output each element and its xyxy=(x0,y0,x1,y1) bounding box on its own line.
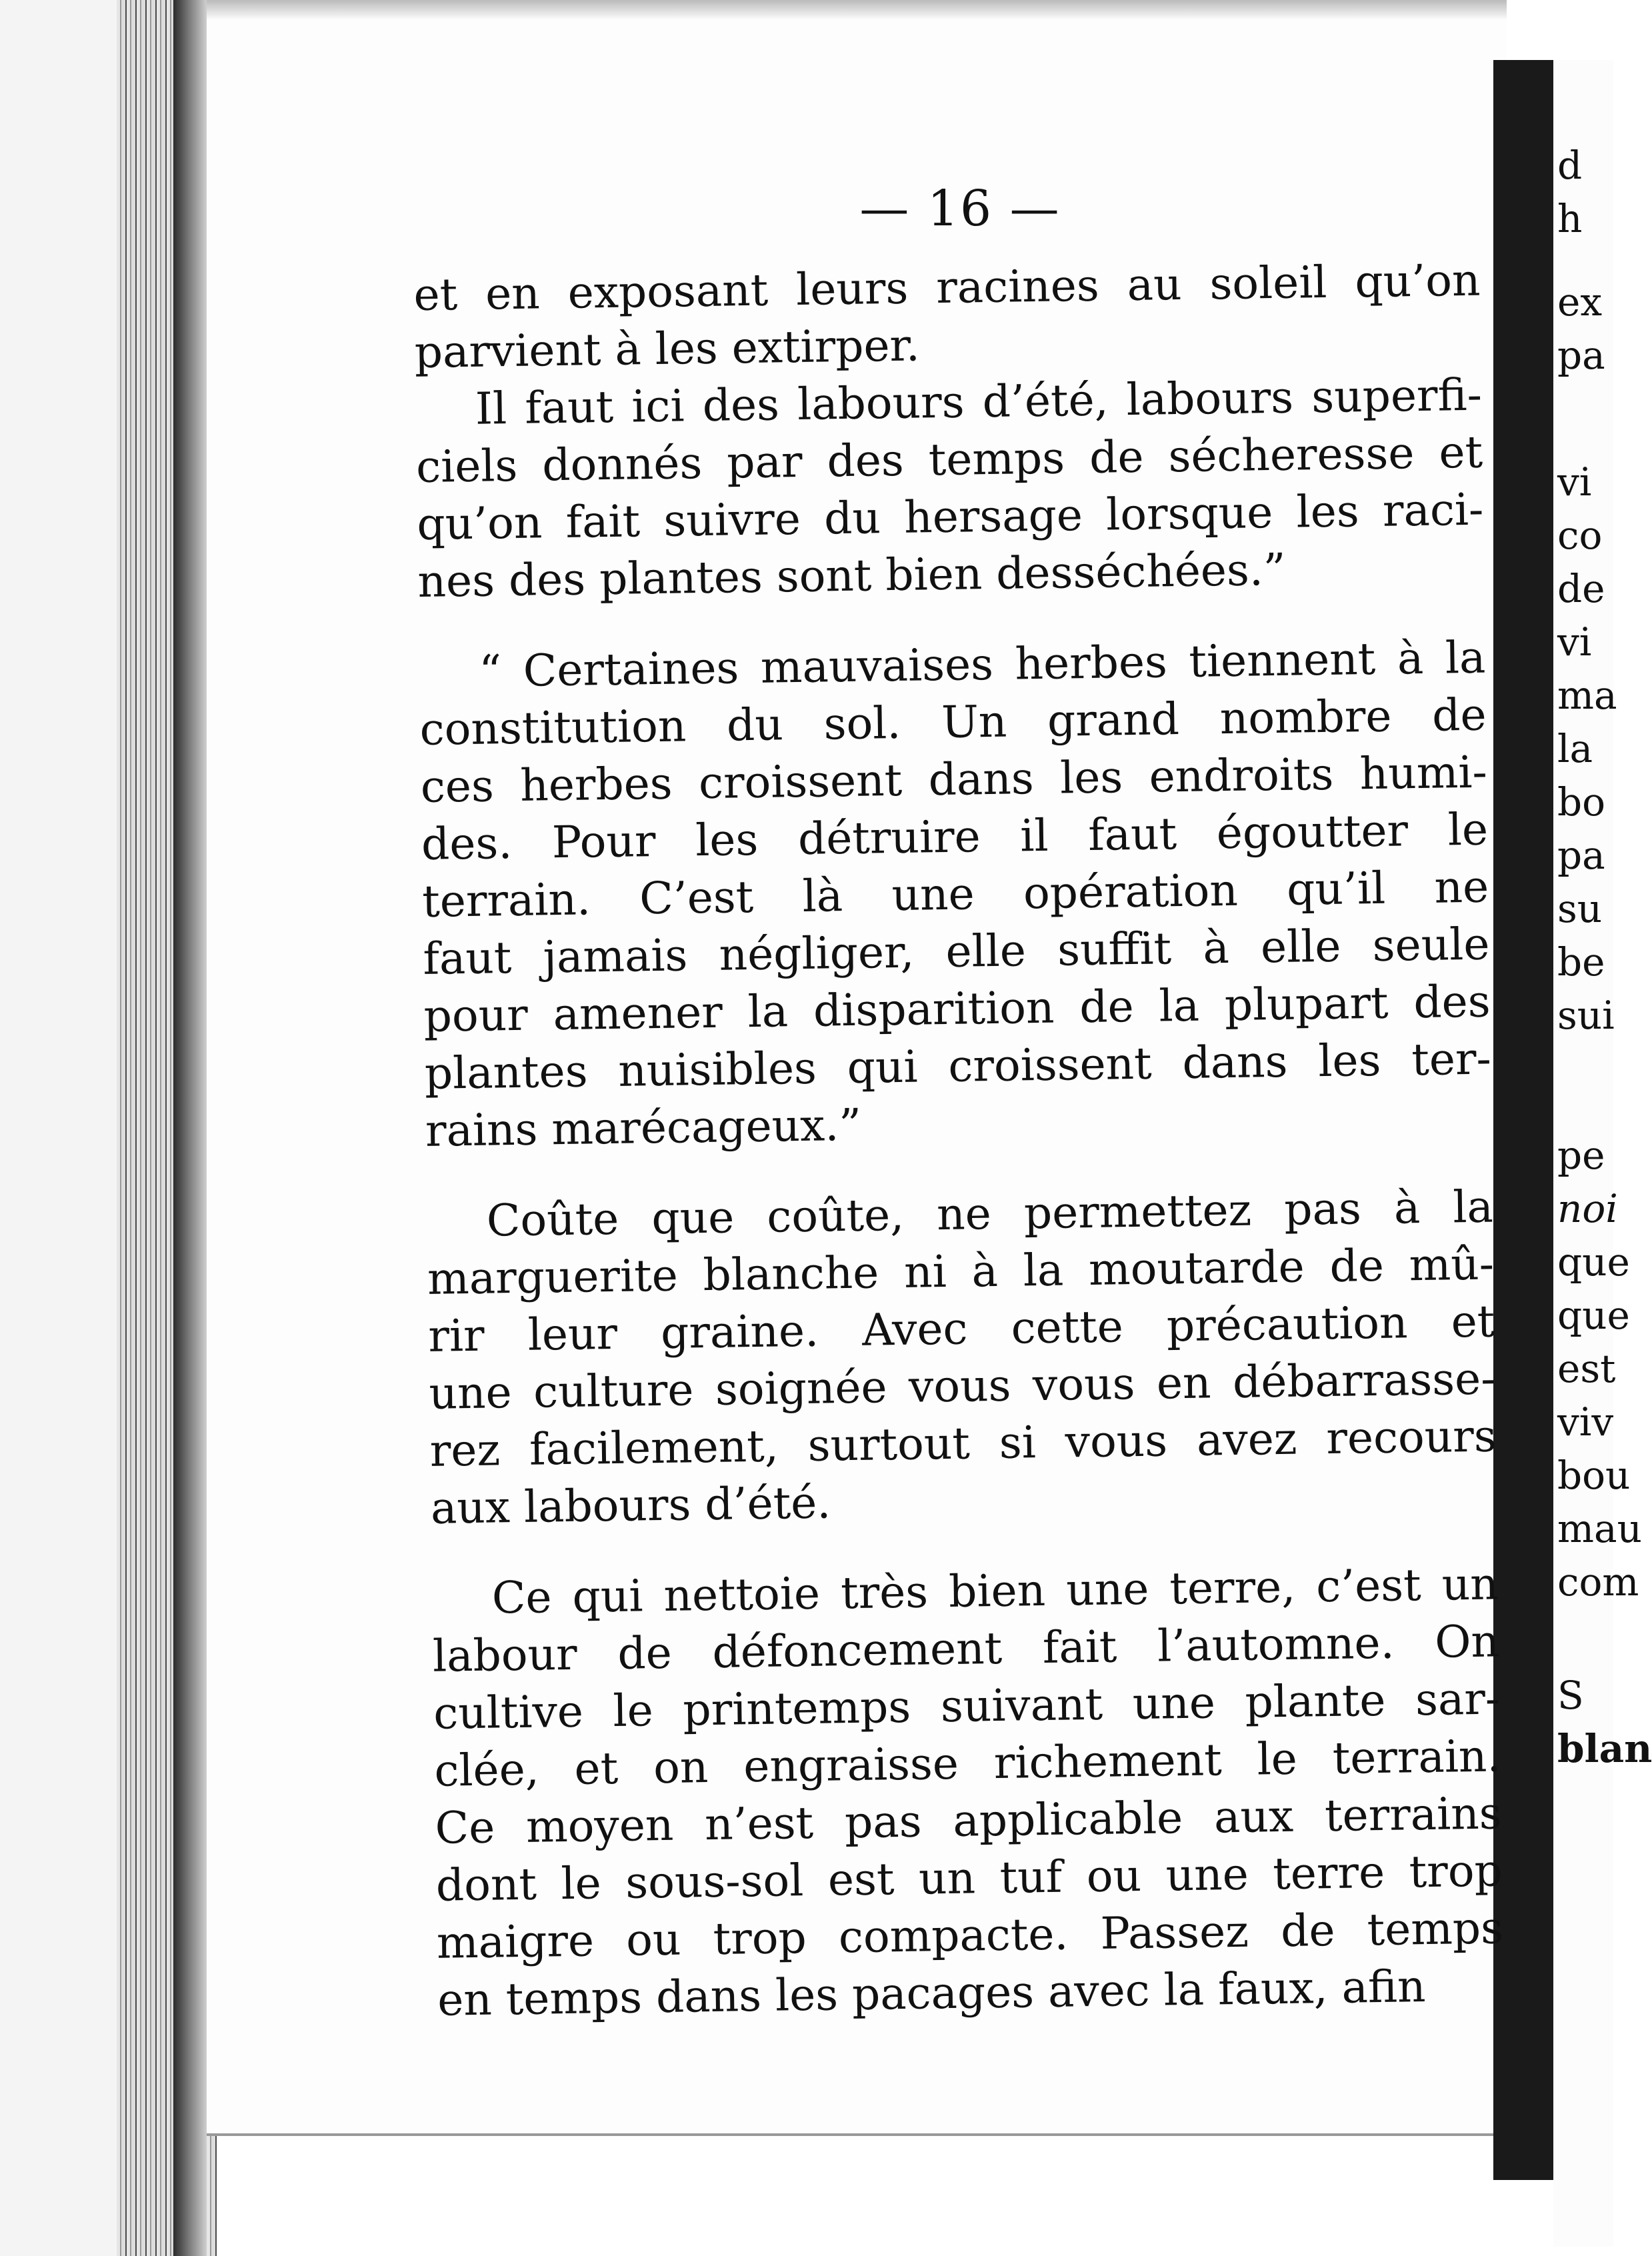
next-page-fragment: bou xyxy=(1557,1453,1631,1498)
next-page-fragment: d xyxy=(1557,143,1583,188)
next-page-fragment: com xyxy=(1557,1559,1639,1605)
next-page-fragment: be xyxy=(1557,939,1605,985)
text-line: maigre ou trop compacte. Passez de temps xyxy=(436,1902,1504,1969)
next-page-fragment: blan xyxy=(1557,1726,1652,1771)
text-line: rez facilement, surtout si vous avez recours xyxy=(429,1410,1497,1477)
text-line: Ce moyen n’est pas applicable aux terrains xyxy=(435,1787,1503,1854)
text-line: cultive le printemps suivant une plante sar- xyxy=(433,1673,1501,1739)
page-number: — 16 — xyxy=(859,180,1061,237)
paragraph xyxy=(419,629,1493,1160)
next-page-fragment: vi xyxy=(1557,459,1592,505)
paragraph xyxy=(431,1555,1504,2029)
paragraph xyxy=(415,367,1485,611)
next-page-fragment: de xyxy=(1557,566,1605,611)
text-line: rir leur graine. Avec cette précaution et xyxy=(427,1295,1495,1362)
next-page-fragment: que xyxy=(1557,1293,1630,1338)
next-page-fragment: sui xyxy=(1557,993,1615,1038)
text-line: Ce qui nettoie très bien une terre, c’est un xyxy=(491,1558,1499,1624)
next-page-fragment: pe xyxy=(1557,1133,1605,1178)
text-line: une culture soignée vous vous en débarrasse- xyxy=(429,1353,1496,1419)
next-page-fragment: ma xyxy=(1557,673,1617,718)
next-page-fragment: su xyxy=(1557,886,1603,931)
next-page-fragment: la xyxy=(1557,726,1593,771)
text-line: rains marécageux.” xyxy=(425,1099,862,1157)
next-page-fragment: viv xyxy=(1557,1399,1614,1445)
scan-left-margin xyxy=(0,0,117,2256)
book-spine-shadow xyxy=(173,0,207,2256)
paragraph xyxy=(426,1179,1497,1537)
page-body-text xyxy=(413,252,1505,2029)
next-page-fragment: h xyxy=(1557,196,1583,241)
next-page-fragment: co xyxy=(1557,513,1603,558)
paragraph xyxy=(413,252,1481,381)
next-page-fragment: S xyxy=(1557,1673,1584,1718)
text-line: des. Pour les détruire il faut égoutter le xyxy=(421,803,1489,870)
next-page-fragment: est xyxy=(1557,1346,1616,1391)
page-top-shadow xyxy=(207,0,1507,20)
text-line: Coûte que coûte, ne permettez pas à la xyxy=(486,1181,1494,1247)
text-line: qu’on fait suivre du hersage lorsque les raci- xyxy=(416,483,1484,550)
text-line: en temps dans les pacages avec la faux, afin xyxy=(437,1961,1426,2026)
text-line: pour amener la disparition de la plupart des xyxy=(423,975,1491,1042)
next-page-fragment: mau xyxy=(1557,1506,1642,1551)
text-line: labour de défoncement fait l’automne. On xyxy=(432,1615,1500,1682)
text-line: ciels donnés par des temps de sécheresse et xyxy=(415,426,1483,493)
next-page-fragment: pa xyxy=(1557,833,1605,878)
next-page-fragment: que xyxy=(1557,1239,1630,1285)
next-page-fragment: vi xyxy=(1557,619,1592,665)
text-line: nes des plantes sont bien desséchées.” xyxy=(417,543,1287,607)
text-line: ces herbes croissent dans les endroits humi- xyxy=(420,746,1488,813)
text-line: et en exposant leurs racines au soleil qu’on xyxy=(413,254,1481,321)
text-line: constitution du sol. Un grand nombre de xyxy=(419,689,1487,755)
text-line: “ Certaines mauvaises herbes tiennent à la xyxy=(478,631,1486,697)
text-line: parvient à les extirper. xyxy=(414,319,921,378)
text-line: terrain. C’est là une opération qu’il ne xyxy=(421,861,1489,927)
text-line: aux labours d’été. xyxy=(430,1477,831,1534)
text-line: Il faut ici des labours d’été, labours superfi- xyxy=(475,369,1483,435)
text-line: dont le sous-sol est un tuf ou une terre trop xyxy=(435,1845,1503,1911)
next-page-fragment: ex xyxy=(1557,279,1603,325)
next-page-edge xyxy=(1553,60,1652,2247)
text-line: marguerite blanche ni à la moutarde de mû- xyxy=(427,1238,1495,1305)
next-page-fragment: pa xyxy=(1557,333,1605,378)
text-line: clée, et on engraisse richement le terrain. xyxy=(433,1730,1501,1797)
next-page-fragment: bo xyxy=(1557,779,1606,825)
next-page-fragment: noi xyxy=(1557,1186,1618,1231)
text-line: faut jamais négliger, elle suffit à elle seule xyxy=(422,918,1490,985)
text-line: plantes nuisibles qui croissent dans les ter- xyxy=(424,1033,1492,1099)
